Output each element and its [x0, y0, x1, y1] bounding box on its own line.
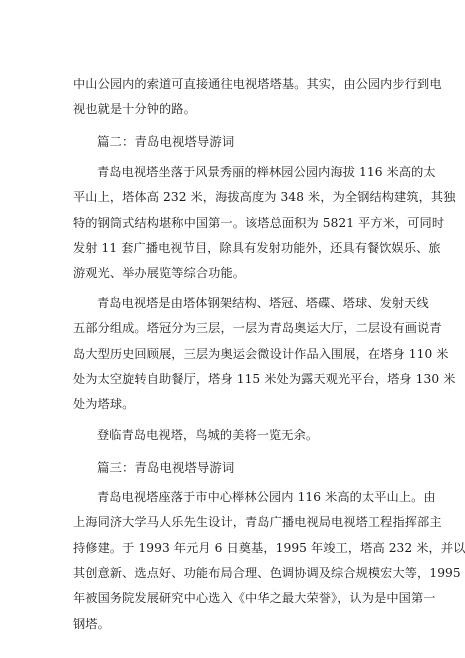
paragraph-4-line-1: 登临青岛电视塔，鸟城的美将一览无余。 — [97, 428, 319, 442]
paragraph-2-line-5: 游观光、举办展览等综合功能。 — [73, 266, 246, 280]
section-heading-2: 篇二：青岛电视塔导游词 — [97, 134, 235, 149]
paragraph-2-line-1: 青岛电视塔坐落于风景秀丽的榉林园公园内海拔 116 米高的太 — [97, 165, 436, 179]
paragraph-3-line-1: 青岛电视塔是由塔体钢架结构、塔冠、塔碟、塔球、发射天线 — [97, 296, 429, 310]
paragraph-5-line-2: 上海同济大学马人乐先生设计，青岛广播电视局电视塔工程指挥部主 — [73, 515, 442, 529]
paragraph-3-line-2: 五部分组成。塔冠分为三层，一层为青岛奥运大厅，二层设有画说青 — [73, 321, 442, 335]
paragraph-5-line-5: 年被国务院发展研究中心选入《中华之最大荣誉》，认为是中国第一 — [73, 591, 436, 605]
paragraph-3-line-5: 处为塔球。 — [73, 397, 135, 411]
paragraph-3-line-3: 岛大型历史回顾展，三层为奥运会微设计作品入围展，在塔身 110 米 — [73, 347, 449, 361]
paragraph-3-line-4: 处为太空旋转自助餐厅，塔身 115 米处为露天观光平台，塔身 130 米 — [73, 372, 456, 386]
paragraph-2-line-4: 发射 11 套广播电视节目，除具有发射功能外，还具有餐饮娱乐、旅 — [73, 241, 441, 255]
section-heading-3: 篇三：青岛电视塔导游词 — [97, 460, 235, 475]
paragraph-1-line-1: 中山公园内的索道可直接通往电视塔塔基。其实，由公园内步行到电 — [73, 77, 442, 91]
paragraph-1-line-2: 视也就是十分钟的路。 — [73, 102, 196, 116]
paragraph-2-line-2: 平山上，塔体高 232 米，海拔高度为 348 米，为全钢结构建筑，其独 — [73, 190, 456, 204]
paragraph-2-line-3: 特的钢筒式结构堪称中国第一。该塔总面积为 5821 平方米，可同时 — [73, 216, 445, 230]
paragraph-5-line-1: 青岛电视塔座落于市中心榉林公园内 116 米高的太平山上。由 — [97, 490, 436, 504]
paragraph-5-line-3: 持修建。于 1993 年元月 6 日奠基，1995 年竣工，塔高 232 米，并以 — [73, 541, 465, 555]
paragraph-5-line-4: 其创意新、选点好、功能布局合理、色调协调及综合规模宏大等，1995 — [73, 566, 461, 580]
paragraph-5-line-6: 钢塔。 — [73, 617, 110, 631]
